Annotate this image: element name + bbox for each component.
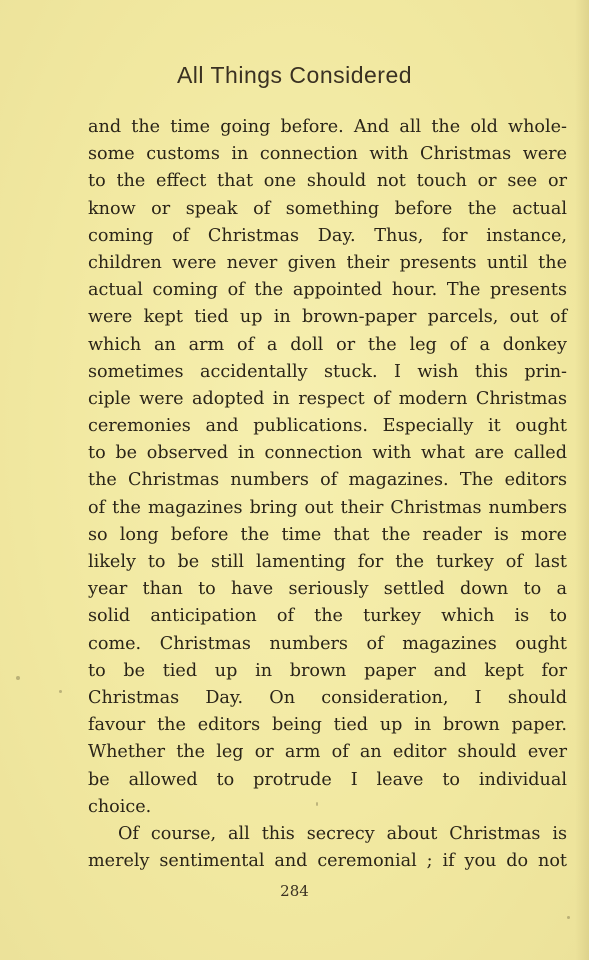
text-line: and the time going before. And all the old whole-	[88, 117, 567, 137]
text-line: merely sentimental and ceremonial ; if you do not	[88, 851, 567, 872]
text-line: sometimes accidentally stuck. I wish this prin-	[88, 361, 567, 382]
text-line: Of course, all this secrecy about Christmas is	[118, 823, 567, 844]
text-line: ciple were adopted in respect of modern Christmas	[88, 388, 567, 409]
body-text	[88, 114, 567, 875]
paper-speck	[16, 676, 20, 680]
text-line: some customs in connection with Christmas were	[88, 144, 567, 165]
paper-speck	[59, 690, 62, 693]
text-line: solid anticipation of the turkey which is to	[88, 606, 567, 627]
page-number: 284	[280, 882, 309, 900]
paper-speck	[567, 916, 570, 919]
text-line: to be observed in connection with what are called	[88, 443, 567, 464]
text-line: Whether the leg or arm of an editor should ever	[88, 742, 567, 763]
paper-speck	[316, 802, 318, 806]
text-line: of the magazines bring out their Christmas numbers	[88, 497, 567, 518]
text-line: come. Christmas numbers of magazines ought	[88, 633, 567, 654]
running-head: All Things Considered	[176, 62, 413, 88]
text-line: coming of Christmas Day. Thus, for instance,	[88, 225, 567, 246]
text-line: to the effect that one should not touch or see or	[88, 171, 567, 192]
text-line: which an arm of a doll or the leg of a donkey	[88, 334, 567, 355]
text-line: Christmas Day. On consideration, I should	[88, 687, 567, 708]
text-line: year than to have seriously settled down to a	[88, 579, 567, 600]
text-line: were kept tied up in brown-paper parcels, out of	[88, 307, 567, 328]
text-line: favour the editors being tied up in brown paper.	[88, 715, 567, 736]
text-line: choice.	[88, 796, 152, 817]
text-line: to be tied up in brown paper and kept for	[88, 660, 567, 681]
text-line: children were never given their presents until the	[88, 252, 567, 273]
page-edge-shadow	[575, 0, 589, 960]
text-line: be allowed to protrude I leave to individual	[88, 769, 567, 790]
text-line: actual coming of the appointed hour. The presents	[88, 280, 567, 301]
text-line: know or speak of something before the actual	[88, 198, 567, 219]
text-line: ceremonies and publications. Especially it ought	[88, 416, 567, 437]
text-line: so long before the time that the reader is more	[88, 524, 567, 545]
text-line: the Christmas numbers of magazines. The editors	[88, 470, 567, 491]
text-line: likely to be still lamenting for the turkey of last	[88, 552, 567, 572]
